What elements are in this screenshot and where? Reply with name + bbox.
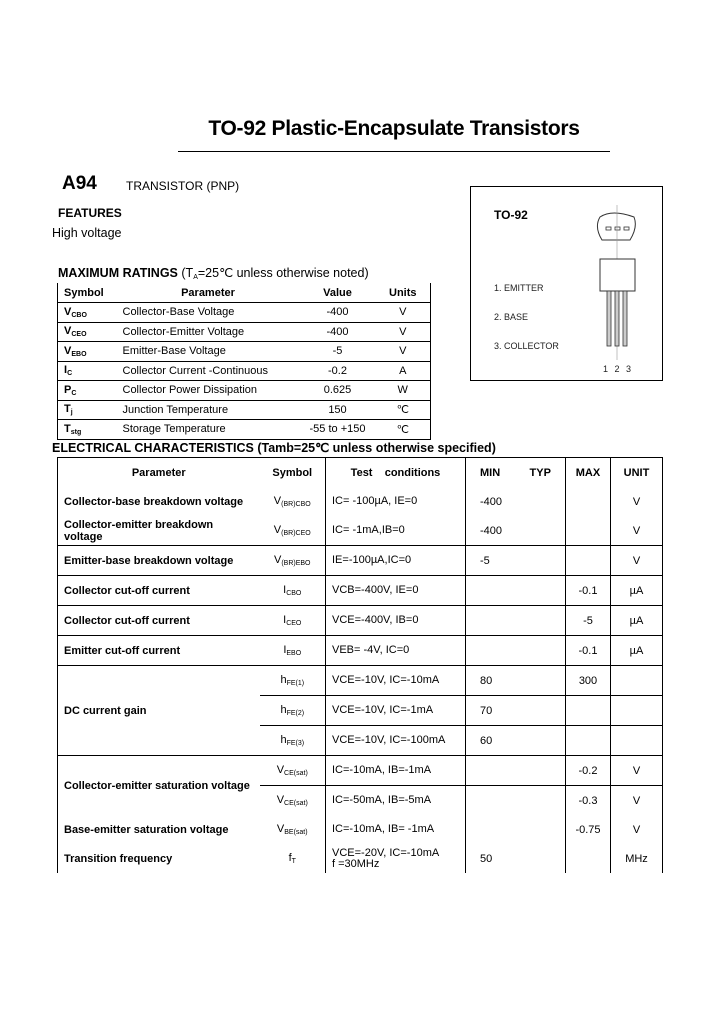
condition-text: VCE=-400V, IB=0 <box>332 614 419 626</box>
table-row <box>58 487 663 516</box>
typ-cell <box>516 636 566 666</box>
symbol: V <box>64 344 72 357</box>
parameter-cell: Transition frequency <box>64 852 173 865</box>
symbol-subscript: FE(3) <box>286 740 305 747</box>
typ-cell <box>516 844 566 873</box>
symbol-cell <box>260 844 326 873</box>
symbol-subscript: CBO <box>286 590 302 597</box>
pin-label: 2. BASE <box>494 312 529 322</box>
symbol-cell <box>260 696 326 726</box>
title-divider <box>178 151 610 152</box>
symbol: V <box>276 764 285 776</box>
symbol-cell <box>260 815 326 844</box>
min-cell <box>466 576 516 606</box>
symbol-subscript: CE(sat) <box>284 770 308 777</box>
parameter-cell: Collector Current -Continuous <box>117 361 300 381</box>
parameter-cell: Collector-emitter breakdown voltage <box>64 518 214 543</box>
typ-cell <box>516 516 566 546</box>
table-header-row: Symbol Parameter Value Units <box>64 286 417 299</box>
symbol-subscript: CEO <box>71 331 87 339</box>
condition-cell <box>326 606 466 636</box>
table-row <box>58 303 431 323</box>
parameter-cell: Collector Power Dissipation <box>117 381 300 401</box>
min-cell: -5 <box>466 546 516 576</box>
min-cell <box>466 756 516 786</box>
max-cell <box>566 696 611 726</box>
parameter-cell: DC current gain <box>58 666 260 756</box>
symbol-cell <box>58 420 117 440</box>
symbol: I <box>283 584 287 596</box>
symbol: T <box>64 403 71 416</box>
to92-package-icon <box>590 205 650 365</box>
symbol: V <box>273 495 282 507</box>
symbol-subscript: C <box>71 389 77 397</box>
condition-text: VCB=-400V, IE=0 <box>332 584 419 596</box>
condition-text: IC=-10mA, IB= -1mA <box>332 823 435 835</box>
symbol: h <box>280 734 287 746</box>
unit-cell: V <box>611 546 663 576</box>
symbol-subscript: EBO <box>286 650 302 657</box>
symbol-cell <box>260 786 326 816</box>
parameter-cell: Collector cut-off current <box>58 606 260 636</box>
value-cell: -5 <box>300 342 376 362</box>
symbol: V <box>64 305 72 318</box>
symbol-subscript: EBO <box>71 350 87 358</box>
symbol-subscript: j <box>70 409 73 417</box>
max-cell: -0.3 <box>566 786 611 816</box>
condition-text: VCE=-10V, IC=-1mA <box>332 704 434 716</box>
typ-cell <box>516 815 566 844</box>
unit-cell: ℃ <box>376 420 431 440</box>
typ-cell <box>516 696 566 726</box>
unit-cell: V <box>376 342 431 362</box>
max-cell: -0.1 <box>566 576 611 606</box>
part-type: TRANSISTOR (PNP) <box>126 179 240 193</box>
typ-cell <box>516 756 566 786</box>
min-cell <box>466 636 516 666</box>
max-cell <box>566 546 611 576</box>
condition-cell <box>326 576 466 606</box>
max-cell: 300 <box>566 666 611 696</box>
table-row <box>58 400 431 420</box>
value-cell: 150 <box>300 400 376 420</box>
parameter-cell: Emitter cut-off current <box>58 636 260 666</box>
symbol: V <box>273 524 282 536</box>
table-row <box>58 516 663 546</box>
unit-cell: V <box>611 516 663 546</box>
symbol-subscript: (BR)CBO <box>281 501 311 508</box>
symbol-subscript: FE(2) <box>286 710 305 717</box>
min-cell: 80 <box>466 666 516 696</box>
max-cell <box>566 516 611 546</box>
table-row <box>58 420 431 440</box>
symbol-cell <box>260 666 326 696</box>
condition-text: IC=-50mA, IB=-5mA <box>332 794 432 806</box>
min-cell <box>466 606 516 636</box>
max-cell <box>566 844 611 873</box>
min-cell <box>466 815 516 844</box>
condition-cell <box>326 696 466 726</box>
table-row <box>58 342 431 362</box>
symbol: I <box>64 364 68 377</box>
table-row <box>58 756 663 786</box>
unit-cell <box>611 666 663 696</box>
condition-text: VCE=-10V, IC=-10mA <box>332 674 440 686</box>
symbol-cell <box>260 576 326 606</box>
unit-cell: W <box>376 381 431 401</box>
table-row <box>58 546 663 576</box>
unit-cell <box>611 726 663 756</box>
symbol: f <box>288 852 292 864</box>
parameter-cell: Emitter-base breakdown voltage <box>58 546 260 576</box>
feature-item: High voltage <box>52 226 122 240</box>
parameter-cell: Collector-Base Voltage <box>117 303 300 323</box>
symbol-cell <box>58 381 117 401</box>
features-heading: FEATURES <box>58 206 122 220</box>
symbol-subscript: FE(1) <box>286 680 305 687</box>
typ-cell <box>516 666 566 696</box>
symbol-cell <box>58 342 117 362</box>
condition-cell <box>326 546 466 576</box>
typ-cell <box>516 606 566 636</box>
condition-text: IC= -1mA,IB=0 <box>332 524 405 536</box>
page-title: TO-92 Plastic-Encapsulate Transistors <box>208 117 580 140</box>
max-ratings-heading: MAXIMUM RATINGS ($T_A=25℃$ unless otherwise noted) <box>58 266 369 281</box>
table-row <box>58 322 431 342</box>
table-row <box>58 576 663 606</box>
unit-cell: A <box>376 361 431 381</box>
electrical-table <box>57 457 663 873</box>
condition-cell <box>326 636 466 666</box>
condition-text: IC= -100µA, IE=0 <box>332 495 418 507</box>
table-row <box>58 606 663 636</box>
symbol-cell <box>260 606 326 636</box>
unit-cell: V <box>611 786 663 816</box>
typ-cell <box>516 576 566 606</box>
unit-cell: V <box>611 756 663 786</box>
symbol-cell <box>58 361 117 381</box>
max-cell: -0.75 <box>566 815 611 844</box>
symbol-cell <box>260 636 326 666</box>
table-row <box>58 361 431 381</box>
condition-text: VCE=-20V, IC=-10mA <box>332 846 440 859</box>
min-cell: -400 <box>466 487 516 516</box>
symbol-subscript: BE(sat) <box>284 829 308 836</box>
symbol: h <box>280 674 287 686</box>
unit-cell <box>611 696 663 726</box>
min-cell: 60 <box>466 726 516 756</box>
symbol: V <box>276 794 285 806</box>
condition-text: VEB= -4V, IC=0 <box>332 644 410 656</box>
condition-cell <box>326 487 466 516</box>
symbol-cell <box>58 303 117 323</box>
symbol-cell <box>260 756 326 786</box>
value-cell: 0.625 <box>300 381 376 401</box>
value-cell: -0.2 <box>300 361 376 381</box>
min-cell: -400 <box>466 516 516 546</box>
table-row <box>58 666 663 696</box>
symbol-subscript: CBO <box>71 311 87 319</box>
symbol-subscript: CE(sat) <box>284 800 308 807</box>
condition-cell <box>326 786 466 816</box>
unit-cell: V <box>376 322 431 342</box>
condition-cell <box>326 726 466 756</box>
table-row <box>58 636 663 666</box>
typ-cell <box>516 786 566 816</box>
condition-cell <box>326 815 466 844</box>
unit-cell: MHz <box>611 844 663 873</box>
pin-numbers: 1 2 3 <box>603 364 634 374</box>
table-header-row: Parameter Symbol Test conditions MIN TYP MAX UNIT <box>58 458 663 488</box>
symbol: h <box>280 704 287 716</box>
pin-label: 1. EMITTER <box>494 283 544 293</box>
package-name: TO-92 <box>494 208 528 222</box>
parameter-cell: Collector-base breakdown voltage <box>64 495 244 508</box>
unit-cell: µA <box>611 576 663 606</box>
parameter-cell: Collector-emitter saturation voltage <box>58 756 260 816</box>
max-ratings-table <box>57 283 431 440</box>
unit-cell: V <box>376 303 431 323</box>
parameter-cell: Junction Temperature <box>117 400 300 420</box>
condition-text: IC=-10mA, IB=-1mA <box>332 764 432 776</box>
max-cell <box>566 487 611 516</box>
parameter-cell: Base-emitter saturation voltage <box>64 823 229 836</box>
condition-cell <box>326 516 466 546</box>
unit-cell: V <box>611 815 663 844</box>
min-cell: 70 <box>466 696 516 726</box>
symbol-cell <box>58 400 117 420</box>
typ-cell <box>516 546 566 576</box>
parameter-cell: Storage Temperature <box>117 420 300 440</box>
electrical-heading: ELECTRICAL CHARACTERISTICS (Tamb=25℃ unless otherwise specified) <box>52 441 496 455</box>
condition-text: f =30MHz <box>332 857 380 870</box>
table-row <box>58 844 663 873</box>
unit-cell: V <box>611 487 663 516</box>
parameter-cell: Collector cut-off current <box>58 576 260 606</box>
value-cell: -400 <box>300 322 376 342</box>
pin-label: 3. COLLECTOR <box>494 341 559 351</box>
symbol: P <box>64 383 72 396</box>
unit-cell: µA <box>611 606 663 636</box>
symbol-cell <box>260 516 326 546</box>
condition-text: IE=-100µA,IC=0 <box>332 554 412 566</box>
symbol-subscript: (BR)EBO <box>281 560 311 567</box>
max-cell: -5 <box>566 606 611 636</box>
symbol-subscript: (BR)CEO <box>281 530 311 537</box>
symbol: I <box>283 644 287 656</box>
symbol-subscript: T <box>291 858 296 865</box>
condition-cell <box>326 844 466 873</box>
part-number: A94 <box>62 173 97 194</box>
min-cell: 50 <box>466 844 516 873</box>
unit-cell: µA <box>611 636 663 666</box>
parameter-cell: Emitter-Base Voltage <box>117 342 300 362</box>
symbol-subscript: stg <box>70 428 82 436</box>
unit-cell: ℃ <box>376 400 431 420</box>
condition-cell <box>326 666 466 696</box>
typ-cell <box>516 487 566 516</box>
table-row <box>58 381 431 401</box>
max-cell: -0.1 <box>566 636 611 666</box>
symbol: V <box>276 823 285 835</box>
symbol: V <box>64 325 72 338</box>
symbol-cell <box>260 726 326 756</box>
symbol-cell <box>58 322 117 342</box>
min-cell <box>466 786 516 816</box>
symbol: V <box>273 554 282 566</box>
parameter-cell: Collector-Emitter Voltage <box>117 322 300 342</box>
value-cell: -55 to +150 <box>300 420 376 440</box>
symbol: T <box>64 422 71 435</box>
max-cell <box>566 726 611 756</box>
condition-text: VCE=-10V, IC=-100mA <box>332 734 446 746</box>
symbol-subscript: C <box>67 370 73 378</box>
symbol-cell <box>260 487 326 516</box>
typ-cell <box>516 726 566 756</box>
symbol-subscript: CEO <box>286 620 302 627</box>
max-cell: -0.2 <box>566 756 611 786</box>
symbol: I <box>283 614 287 626</box>
symbol-cell <box>260 546 326 576</box>
table-row <box>58 815 663 844</box>
value-cell: -400 <box>300 303 376 323</box>
condition-cell <box>326 756 466 786</box>
